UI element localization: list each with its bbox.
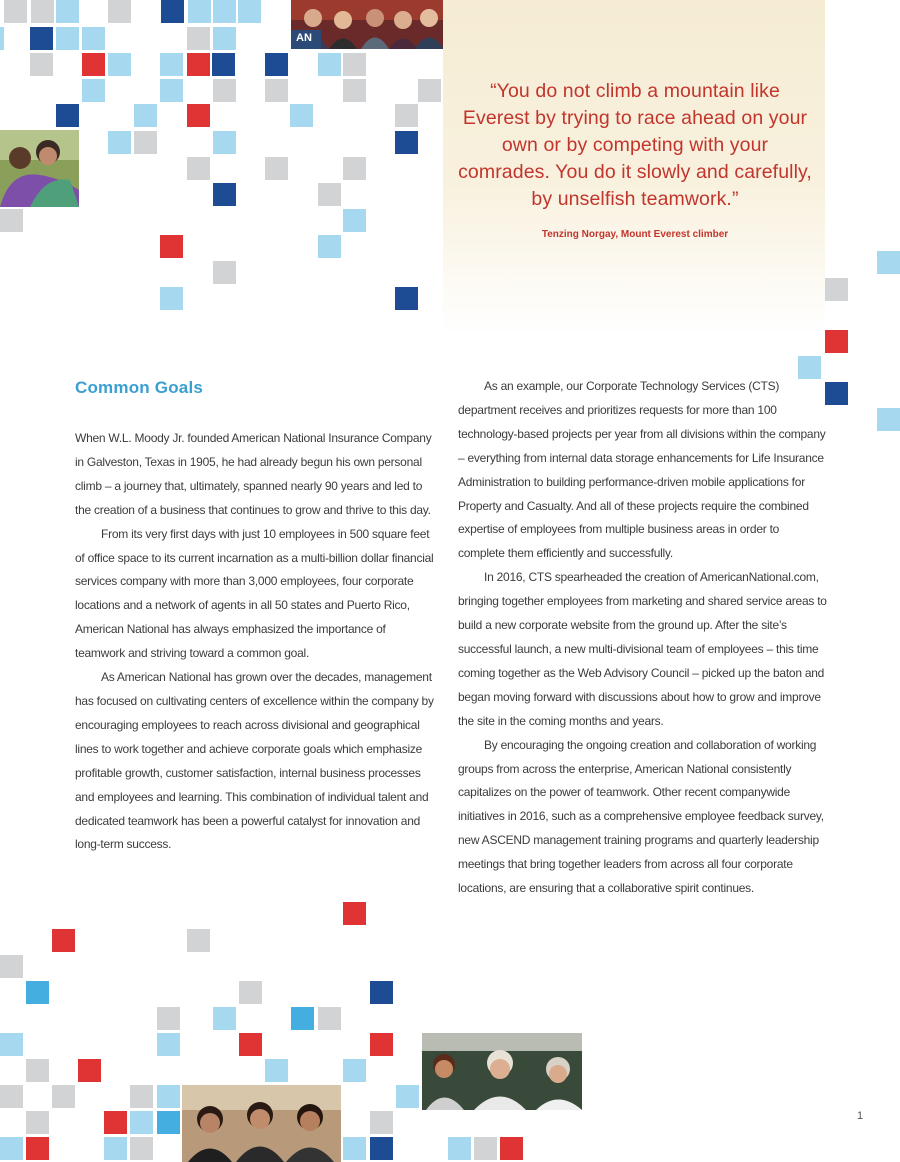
paragraph: By encouraging the ongoing creation and collaboration of working groups from across the enterprise, American National consistently capitalizes on the power of teamwork. Other recent companywide initiatives in 2016, such as a comprehensive employee feedback survey, new ASCEND management training programs and quarterly leadership meetings that bring together leaders from across all four corporate locations, are ensuring that a collaborative spirit continues. bbox=[458, 737, 824, 896]
photo-label: AN bbox=[296, 32, 312, 44]
paragraph: In 2016, CTS spearheaded the creation of AmericanNational.com, bringing together employees from marketing and shared service areas to build a new corporate website from the ground up. After the site’s successful launch, a new multi-divisional team of employees – this time coming together as the Web Advisory Council – picked up the baton and began moving forward with discussions about how to grow and improve the site in the coming months and years. bbox=[458, 570, 827, 728]
article-column-right bbox=[458, 375, 828, 901]
paragraph: When W.L. Moody Jr. founded American National Insurance Company in Galveston, Texas in 1905, he had already begun his own personal climb – a journey that, ultimately, spanned nearly 90 years and led to the creation of a business that continues to grow and thrive to this day. bbox=[75, 431, 432, 517]
paragraph: From its very first days with just 10 employees in 500 square feet of office space to its current incarnation as a multi-billion dollar financial services company with more than 3,000 employees, four corporate locations and a network of agents in all 50 states and Puerto Rico, American National has always emphasized the importance of teamwork and striving toward a common goal. bbox=[75, 526, 434, 661]
photo-group-bottom-right bbox=[422, 1033, 582, 1110]
photo-hug bbox=[0, 130, 79, 207]
photo-group-women-top bbox=[291, 0, 444, 49]
paragraph: As an example, our Corporate Technology Services (CTS) department receives and prioritizes requests for more than 100 technology-based projects per year from all divisions within the company – everything from internal data storage enhancements for Life Insurance Administration to building performance-driven mobile applications for Property and Casualty. And all of these projects require the combined expertise of employees from multiple business areas in order to complete them efficiently and successfully. bbox=[458, 379, 826, 561]
page-number: 1 bbox=[857, 1110, 864, 1122]
section-heading: Common Goals bbox=[75, 378, 204, 397]
photo-group-bottom-center bbox=[182, 1085, 341, 1162]
quote-text: “You do not climb a mountain like Everest by trying to race ahead on your own or by competing with your comrades. You do it slowly and carefully, by unselfish teamwork.” bbox=[458, 80, 812, 210]
quote-attribution: Tenzing Norgay, Mount Everest climber bbox=[541, 229, 729, 240]
paragraph: As American National has grown over the decades, management has focused on cultivating centers of excellence within the company by encouraging employees to reach across divisional and geographical lines to work together and achieve corporate goals which emphasize profitable growth, customer satisfaction, internal business processes and employees and learning. This combination of individual talent and dedicated teamwork has been a powerful catalyst for innovation and long-term success. bbox=[75, 670, 434, 852]
article-column-left bbox=[75, 427, 437, 857]
